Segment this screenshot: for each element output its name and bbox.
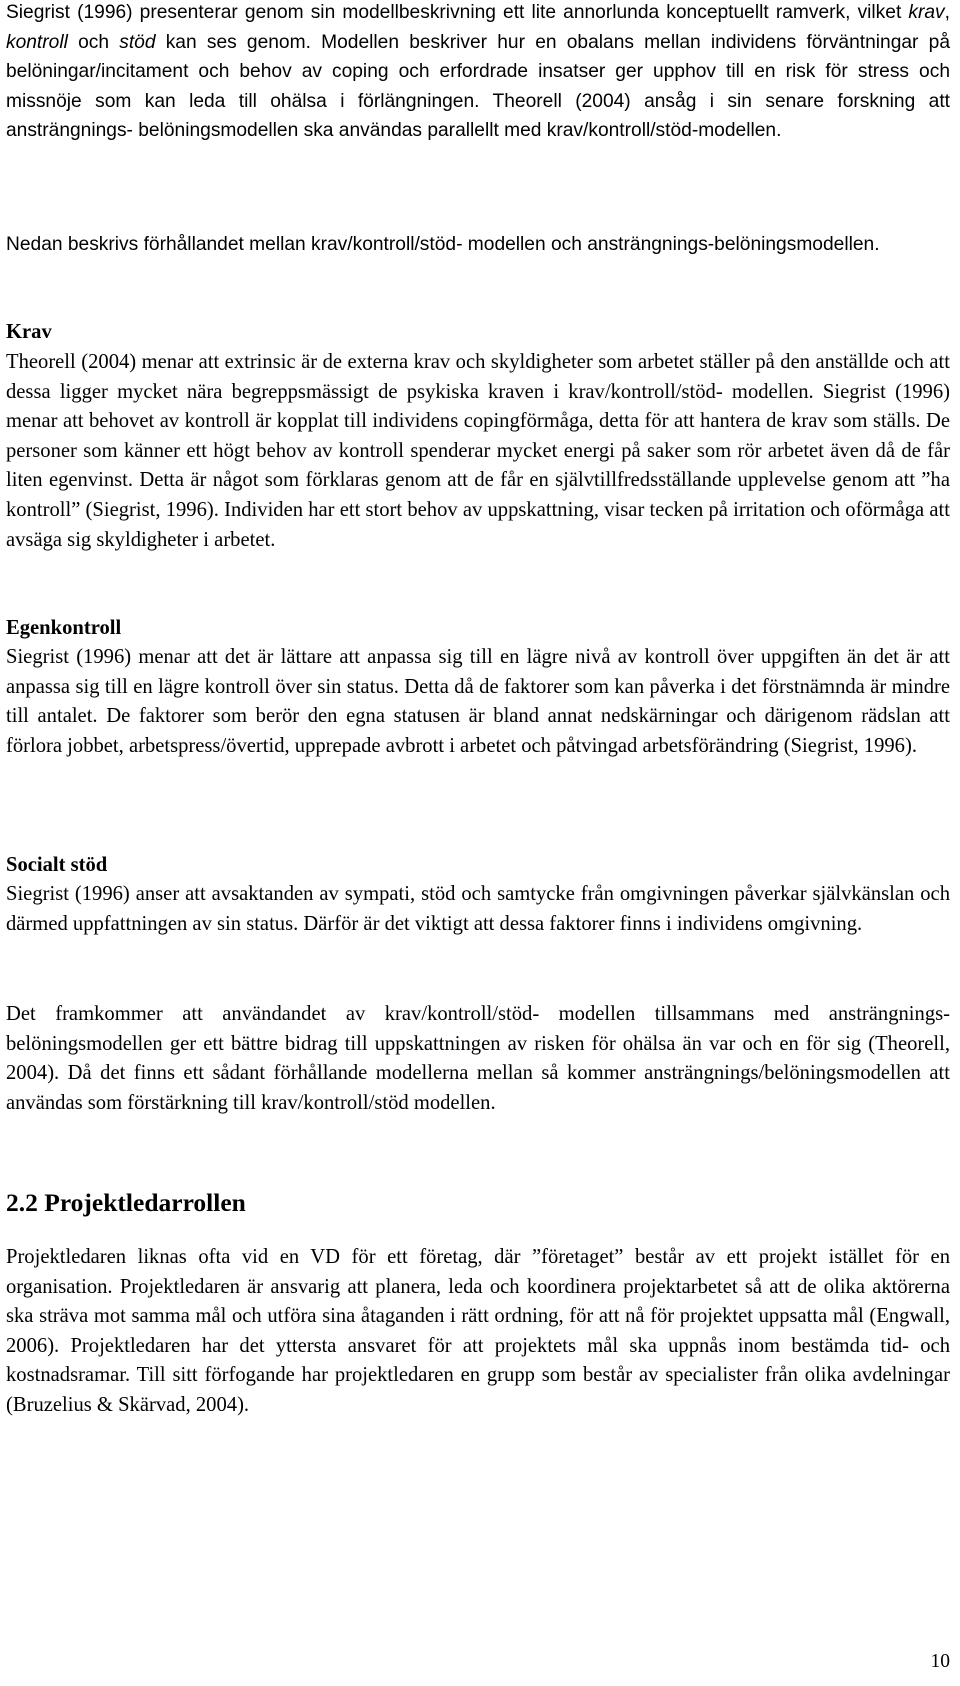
paragraph-text: Siegrist (1996) presenterar genom sin modellbeskrivning ett lite annorlunda konceptuellt ramverk, vilket: [6, 2, 909, 23]
heading-krav: Krav: [6, 321, 52, 343]
italic-term-kontroll: kontroll: [6, 31, 68, 53]
paragraph-model-description: [6, 0, 950, 146]
heading-egenkontroll: Egenkontroll: [6, 617, 122, 639]
separator: och: [67, 31, 120, 53]
paragraph-projektledarrollen: Projektledaren liknas ofta vid en VD för ett företag, där ”företaget” består av ett projekt istället för en organisation. Projektledaren är ansvarig att planera, leda och koordinera projektarbetet så att de olika aktörerna ska sträva mot samma mål och utföra sina åtaganden i rätt ordning, för att nå för projektet uppsatta mål (Engwall, 2006). Projektledaren har det yttersta ansvaret för att projektets mål ska uppnås inom bestämda tid- och kostnadsramar. Till sitt förfogande har projektledaren en grupp som består av specialister från olika avdelningar (Bruzelius & Skärvad, 2004).: [6, 1246, 950, 1416]
paragraph-relationship: Nedan beskrivs förhållandet mellan krav/kontroll/stöd- modellen och ansträngnings-belöningsmodellen.: [6, 234, 880, 255]
italic-term-krav: krav: [908, 2, 945, 23]
paragraph-summary: Det framkommer att användandet av krav/kontroll/stöd- modellen tillsammans med ansträngnings- belöningsmodellen ger ett bättre bidrag till uppskattningen av risken för ohälsa än var och en för sig (Theorell, 2004). Då det finns ett sådant förhållande modellerna mellan så kommer ansträngnings/belöningsmodellen att användas som förstärkning till krav/kontroll/stöd modellen.: [6, 1003, 950, 1114]
paragraph-egenkontroll: Siegrist (1996) menar att det är lättare att anpassa sig till en lägre nivå av kontroll över uppgiften än det är att anpassa sig till en lägre kontroll över sin status. Detta då de faktorer som kan påverka i det förstnämnda är mindre till antalet. De faktorer som berör den egna statusen är bland annat nedskärningar och därigenom rädslan att förlora jobbet, arbetspress/övertid, upprepade avbrott i arbetet och påtvingad arbetsförändring (Siegrist, 1996).: [6, 646, 950, 757]
heading-socialt-stod: Socialt stöd: [6, 854, 108, 876]
section-heading-2-2: 2.2 Projektledarrollen: [6, 1188, 246, 1217]
separator: ,: [944, 2, 950, 23]
paragraph-socialt-stod: Siegrist (1996) anser att avsaktanden av sympati, stöd och samtycke från omgivningen påverkar självkänslan och därmed uppfattningen av sin status. Därför är det viktigt att dessa faktorer finns i individens omgivning.: [6, 883, 950, 935]
italic-term-stod: stöd: [119, 31, 156, 53]
page-number: 10: [930, 1651, 950, 1672]
paragraph-krav: Theorell (2004) menar att extrinsic är de externa krav och skyldigheter som arbetet ställer på den anställde och att dessa ligger mycket nära begreppsmässigt de psykiska kraven i krav/kontroll/stöd- modellen. Siegrist (1996) menar att behovet av kontroll är kopplat till individens copingförmåga, detta för att hantera de krav som ställs. De personer som känner ett högt behov av kontroll spenderar mycket energi på saker som rör arbetet även då de får liten egenvinst. Detta är något som förklaras genom att de får en självtillfredsställande upplevelse genom att ”ha kontroll” (Siegrist, 1996). Individen har ett stort behov av uppskattning, visar tecken på irritation och oförmåga att avsäga sig skyldigheter i arbetet.: [6, 351, 950, 551]
paragraph-text: kan ses genom. Modellen beskriver hur en obalans mellan individens förväntningar på belöningar/incitament och behov av coping och erfordrade insatser ger upphov till en risk för stress och missnöje som kan leda till ohälsa i förlängningen. Theorell (2004) ansåg i sin senare forskning att ansträngnings- belöningsmodellen ska användas parallellt med krav/kontroll/stöd-modellen.: [6, 31, 950, 142]
